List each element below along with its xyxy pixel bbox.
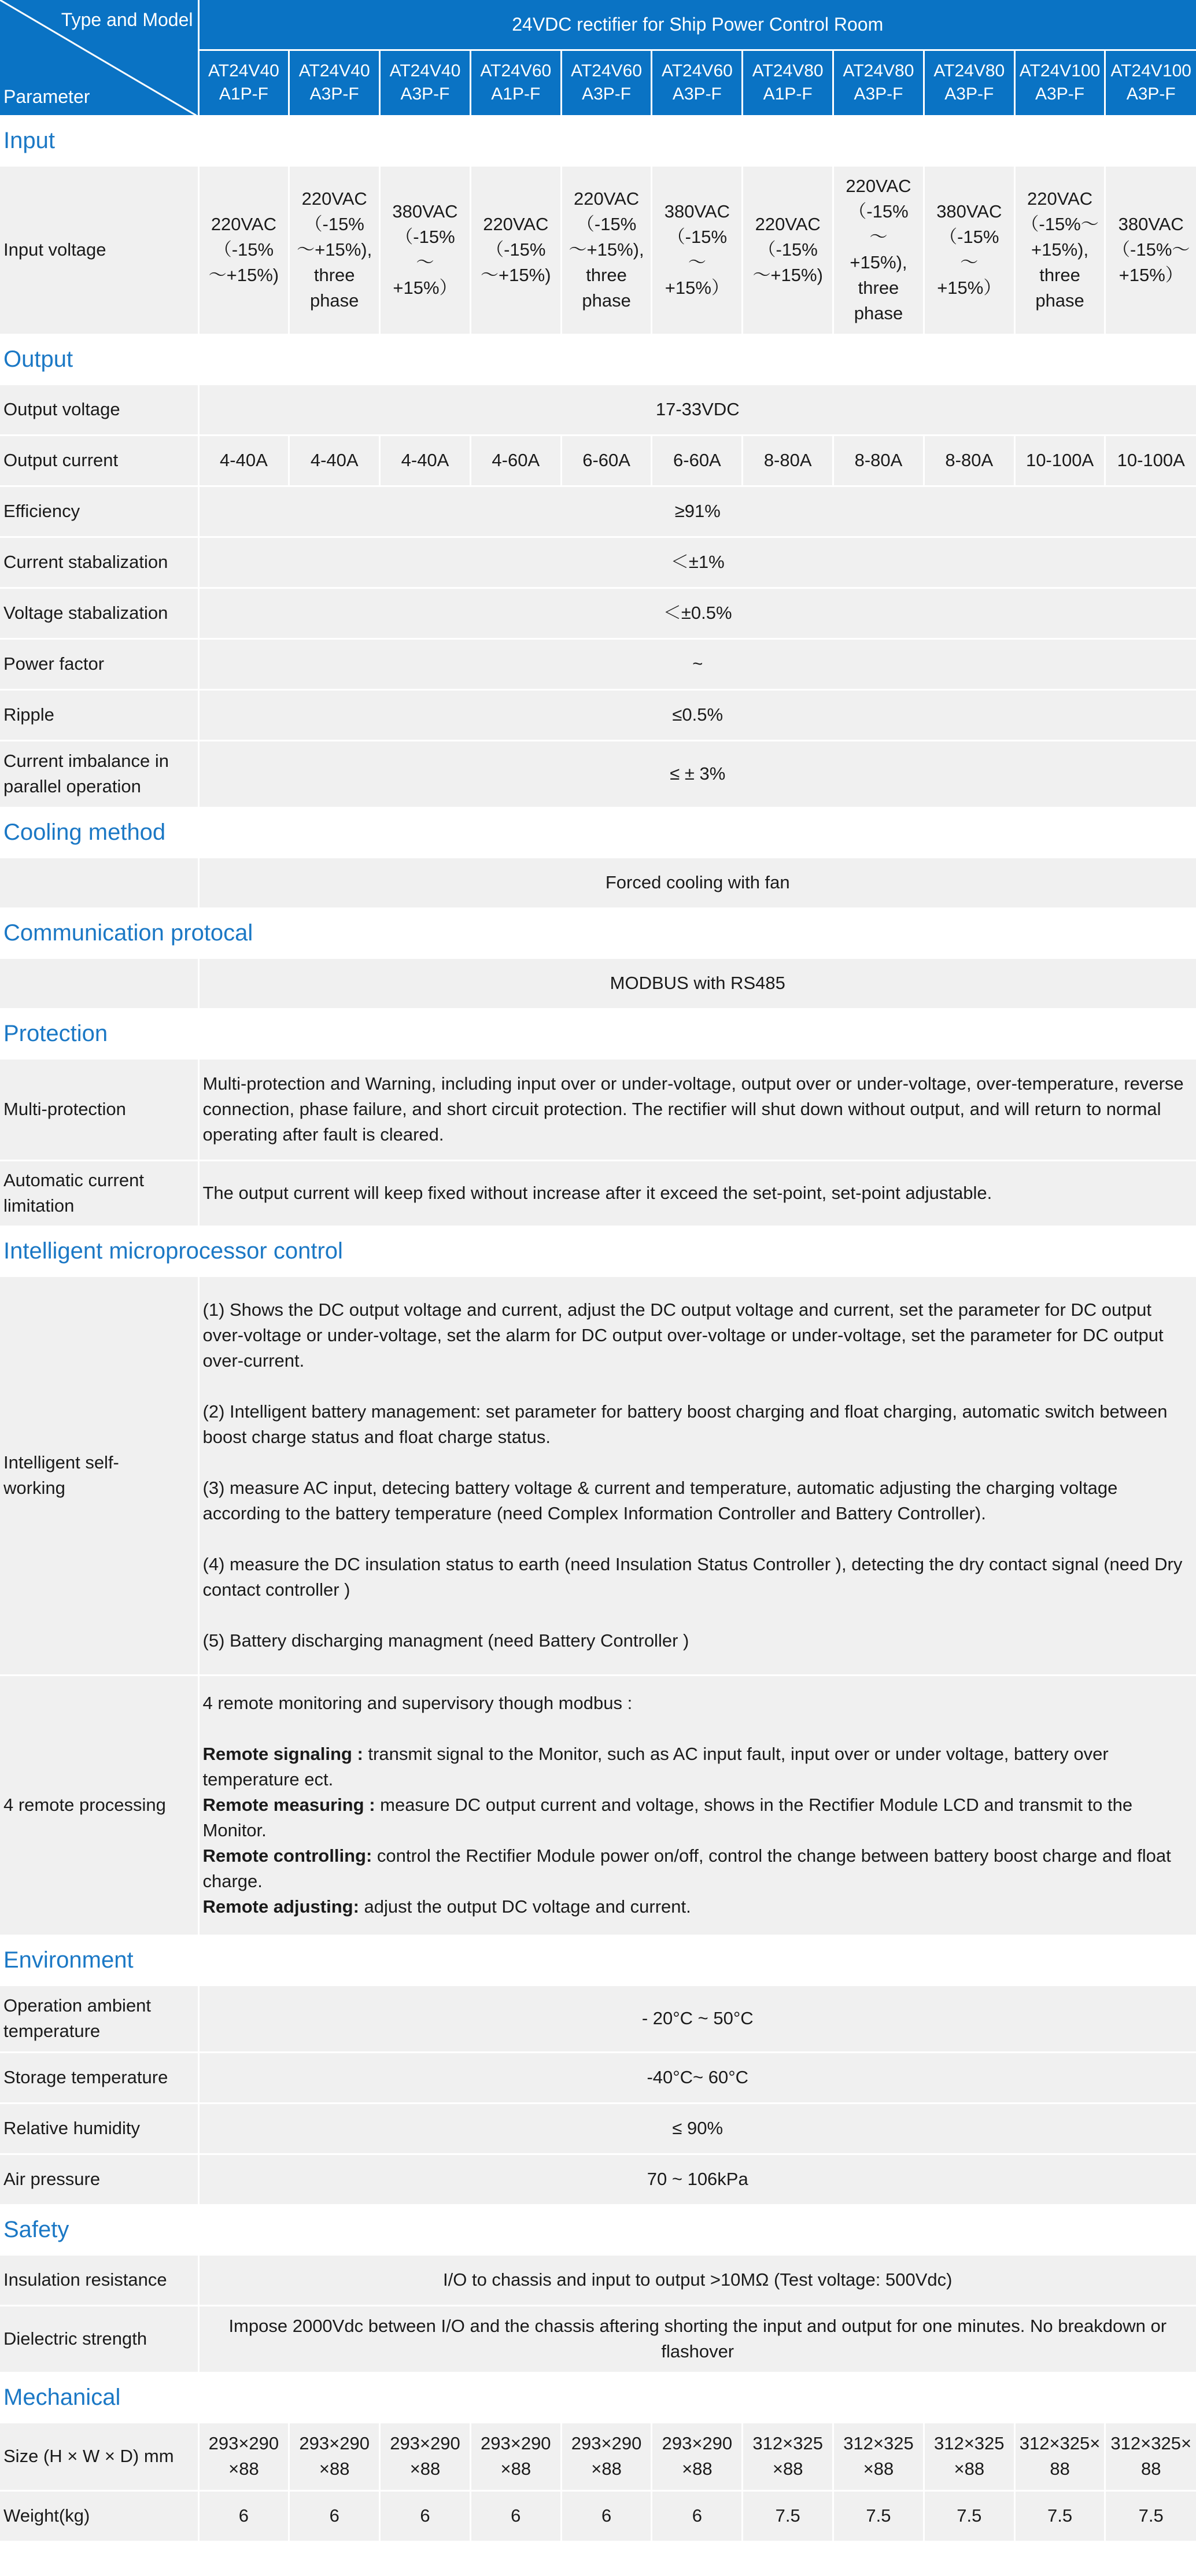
- self-item: (3) measure AC input, detecing battery voltage & current and temperature, automatic adjusting the charging voltage according to the battery temperature (need Complex Information Controller and Battery Controller).: [202, 1478, 1118, 1523]
- acl-label: Automatic current limitation: [0, 1160, 198, 1226]
- output-current-value: 8-80A: [833, 435, 924, 486]
- self-item: (1) Shows the DC output voltage and current, adjust the DC output voltage and current, set the parameter for DC output over-voltage or under-voltage, set the alarm for DC output over-voltage or under-voltage, set the parameter for DC output over-current.: [202, 1300, 1164, 1371]
- op-temp-value: - 20°C ~ 50°C: [198, 1985, 1196, 2052]
- output-current-row: [0, 435, 1196, 486]
- section-mechanical: Mechanical: [0, 2372, 1196, 2422]
- remote-item: Remote measuring : measure DC output current and voltage, shows in the Rectifier Module LCD and transmit to the Monitor.: [202, 1795, 1133, 1840]
- self-item: (2) Intelligent battery management: set parameter for battery boost charging and float charging, automatic switch between boost charge status and float charge status.: [202, 1401, 1168, 1447]
- voltage-stab-value: ＜±0.5%: [198, 588, 1196, 639]
- insulation-value: I/O to chassis and input to output >10MΩ (Test voltage: 500Vdc): [198, 2254, 1196, 2305]
- pressure-row: [0, 2154, 1196, 2205]
- input-voltage-label: Input voltage: [0, 165, 198, 334]
- output-voltage-value: 17-33VDC: [198, 384, 1196, 435]
- table-title: 24VDC rectifier for Ship Power Control Room: [198, 0, 1196, 50]
- remote-item: Remote adjusting: adjust the output DC voltage and current.: [202, 1896, 691, 1917]
- output-current-value: 4-40A: [289, 435, 380, 486]
- efficiency-value: ≥91%: [198, 486, 1196, 537]
- communication-value: MODBUS with RS485: [198, 958, 1196, 1009]
- model-header: AT24V100 A3P-F: [1105, 50, 1196, 116]
- size-value: 312×325 ×88: [833, 2422, 924, 2490]
- section-output: Output: [0, 334, 1196, 384]
- remote-item: Remote controlling: control the Rectifier Module power on/off, control the change between battery boost charge and float charge.: [202, 1846, 1171, 1891]
- size-value: 293×290 ×88: [380, 2422, 471, 2490]
- multi-protection-value: Multi-protection and Warning, including input over or under-voltage, output over or under-voltage, over-temperature, reverse connection, phase failure, and short circuit protection. The rectifier will shut down without output, and will return to normal operating after fault is cleared.: [198, 1058, 1196, 1160]
- multi-protection-row: [0, 1058, 1196, 1160]
- remote-item: Remote signaling : transmit signal to the Monitor, such as AC input fault, input over or under voltage, battery over temperature ect.: [202, 1744, 1109, 1789]
- power-factor-value: ~: [198, 639, 1196, 689]
- header-corner-cell: [0, 0, 198, 116]
- imbalance-row: [0, 740, 1196, 807]
- op-temp-label: Operation ambient temperature: [0, 1985, 198, 2052]
- communication-row: [0, 958, 1196, 1009]
- output-current-value: 6-60A: [652, 435, 743, 486]
- size-value: 312×325× 88: [1014, 2422, 1105, 2490]
- self-item: (5) Battery discharging managment (need Battery Controller ): [202, 1630, 689, 1651]
- dielectric-value: Impose 2000Vdc between I/O and the chassis aftering shorting the input and output for one minutes. No breakdown or flashover: [198, 2305, 1196, 2372]
- ripple-value: ≤0.5%: [198, 689, 1196, 740]
- input-voltage-value: 380VAC （-15%～ +15%）: [1105, 165, 1196, 334]
- model-header: AT24V40 A3P-F: [380, 50, 471, 116]
- efficiency-row: [0, 486, 1196, 537]
- weight-value: 7.5: [1014, 2490, 1105, 2541]
- header-title-row: [0, 0, 1196, 50]
- input-voltage-value: 220VAC （-15% ～+15%): [198, 165, 289, 334]
- weight-value: 6: [289, 2490, 380, 2541]
- output-current-value: 10-100A: [1105, 435, 1196, 486]
- self-item: (4) measure the DC insulation status to earth (need Insulation Status Controller ), detecting the dry contact signal (need Dry contact controller ): [202, 1554, 1183, 1600]
- size-value: 293×290 ×88: [289, 2422, 380, 2490]
- current-stab-label: Current stabalization: [0, 537, 198, 588]
- efficiency-label: Efficiency: [0, 486, 198, 537]
- insulation-label: Insulation resistance: [0, 2254, 198, 2305]
- model-header: AT24V80 A3P-F: [833, 50, 924, 116]
- input-voltage-value: 380VAC （-15% ～ +15%）: [652, 165, 743, 334]
- output-current-value: 8-80A: [924, 435, 1014, 486]
- input-voltage-value: 220VAC （-15% ～+15%): [470, 165, 561, 334]
- remote-label: 4 remote processing: [0, 1675, 198, 1935]
- section-input: Input: [0, 116, 1196, 165]
- power-factor-label: Power factor: [0, 639, 198, 689]
- insulation-row: [0, 2254, 1196, 2305]
- self-working-value: [198, 1276, 1196, 1675]
- output-current-value: 10-100A: [1014, 435, 1105, 486]
- humidity-value: ≤ 90%: [198, 2103, 1196, 2154]
- weight-value: 7.5: [833, 2490, 924, 2541]
- type-model-label: Type and Model: [61, 9, 193, 30]
- section-microprocessor: Intelligent microprocessor control: [0, 1226, 1196, 1276]
- input-voltage-value: 380VAC （-15% ～ +15%）: [924, 165, 1014, 334]
- humidity-row: [0, 2103, 1196, 2154]
- weight-value: 6: [380, 2490, 471, 2541]
- size-value: 293×290 ×88: [652, 2422, 743, 2490]
- remote-intro: 4 remote monitoring and supervisory though modbus :: [202, 1693, 633, 1713]
- model-header: AT24V40 A1P-F: [198, 50, 289, 116]
- output-current-value: 4-40A: [198, 435, 289, 486]
- size-value: 293×290 ×88: [561, 2422, 652, 2490]
- weight-label: Weight(kg): [0, 2490, 198, 2541]
- voltage-stab-label: Voltage stabalization: [0, 588, 198, 639]
- acl-value: The output current will keep fixed without increase after it exceed the set-point, set-point adjustable.: [198, 1160, 1196, 1226]
- input-voltage-value: 220VAC （-15% ～+15%), three phase: [289, 165, 380, 334]
- power-factor-row: [0, 639, 1196, 689]
- output-voltage-row: [0, 384, 1196, 435]
- cooling-row: [0, 857, 1196, 908]
- remote-value: [198, 1675, 1196, 1935]
- multi-protection-label: Multi-protection: [0, 1058, 198, 1160]
- size-value: 312×325× 88: [1105, 2422, 1196, 2490]
- input-voltage-row: [0, 165, 1196, 334]
- input-voltage-value: 380VAC （-15% ～ +15%）: [380, 165, 471, 334]
- parameter-label: Parameter: [3, 86, 90, 107]
- ripple-label: Ripple: [0, 689, 198, 740]
- weight-value: 7.5: [1105, 2490, 1196, 2541]
- acl-row: [0, 1160, 1196, 1226]
- current-stab-row: [0, 537, 1196, 588]
- storage-value: -40°C~ 60°C: [198, 2052, 1196, 2103]
- output-current-value: 8-80A: [743, 435, 833, 486]
- op-temp-row: [0, 1985, 1196, 2052]
- model-header: AT24V60 A3P-F: [561, 50, 652, 116]
- self-working-label: Intelligent self- working: [0, 1276, 198, 1675]
- dielectric-label: Dielectric strength: [0, 2305, 198, 2372]
- output-voltage-label: Output voltage: [0, 384, 198, 435]
- output-current-value: 4-40A: [380, 435, 471, 486]
- output-current-value: 6-60A: [561, 435, 652, 486]
- cooling-value: Forced cooling with fan: [198, 857, 1196, 908]
- weight-value: 6: [561, 2490, 652, 2541]
- weight-value: 6: [198, 2490, 289, 2541]
- section-protection: Protection: [0, 1009, 1196, 1058]
- section-safety: Safety: [0, 2205, 1196, 2254]
- input-voltage-value: 220VAC （-15% ～+15%), three phase: [561, 165, 652, 334]
- voltage-stab-row: [0, 588, 1196, 639]
- current-stab-value: ＜±1%: [198, 537, 1196, 588]
- model-header: AT24V100 A3P-F: [1014, 50, 1105, 116]
- weight-value: 7.5: [924, 2490, 1014, 2541]
- size-value: 312×325 ×88: [743, 2422, 833, 2490]
- section-communication: Communication protocal: [0, 908, 1196, 958]
- storage-label: Storage temperature: [0, 2052, 198, 2103]
- weight-row: [0, 2490, 1196, 2541]
- imbalance-label: Current imbalance in parallel operation: [0, 740, 198, 807]
- humidity-label: Relative humidity: [0, 2103, 198, 2154]
- model-header: AT24V80 A3P-F: [924, 50, 1014, 116]
- section-cooling: Cooling method: [0, 807, 1196, 857]
- section-environment: Environment: [0, 1935, 1196, 1985]
- weight-value: 7.5: [743, 2490, 833, 2541]
- size-value: 293×290 ×88: [470, 2422, 561, 2490]
- output-current-label: Output current: [0, 435, 198, 486]
- ripple-row: [0, 689, 1196, 740]
- weight-value: 6: [652, 2490, 743, 2541]
- input-voltage-value: 220VAC （-15% ～ +15%), three phase: [833, 165, 924, 334]
- imbalance-value: ≤ ± 3%: [198, 740, 1196, 807]
- input-voltage-value: 220VAC （-15%～ +15%), three phase: [1014, 165, 1105, 334]
- storage-row: [0, 2052, 1196, 2103]
- self-working-row: [0, 1276, 1196, 1675]
- pressure-label: Air pressure: [0, 2154, 198, 2205]
- weight-value: 6: [470, 2490, 561, 2541]
- model-header: AT24V80 A1P-F: [743, 50, 833, 116]
- model-header: AT24V40 A3P-F: [289, 50, 380, 116]
- pressure-value: 70 ~ 106kPa: [198, 2154, 1196, 2205]
- size-row: [0, 2422, 1196, 2490]
- model-header: AT24V60 A3P-F: [652, 50, 743, 116]
- output-current-value: 4-60A: [470, 435, 561, 486]
- size-value: 312×325 ×88: [924, 2422, 1014, 2490]
- model-header: AT24V60 A1P-F: [470, 50, 561, 116]
- input-voltage-value: 220VAC （-15% ～+15%): [743, 165, 833, 334]
- dielectric-row: [0, 2305, 1196, 2372]
- remote-row: [0, 1675, 1196, 1935]
- size-label: Size (H × W × D) mm: [0, 2422, 198, 2490]
- size-value: 293×290 ×88: [198, 2422, 289, 2490]
